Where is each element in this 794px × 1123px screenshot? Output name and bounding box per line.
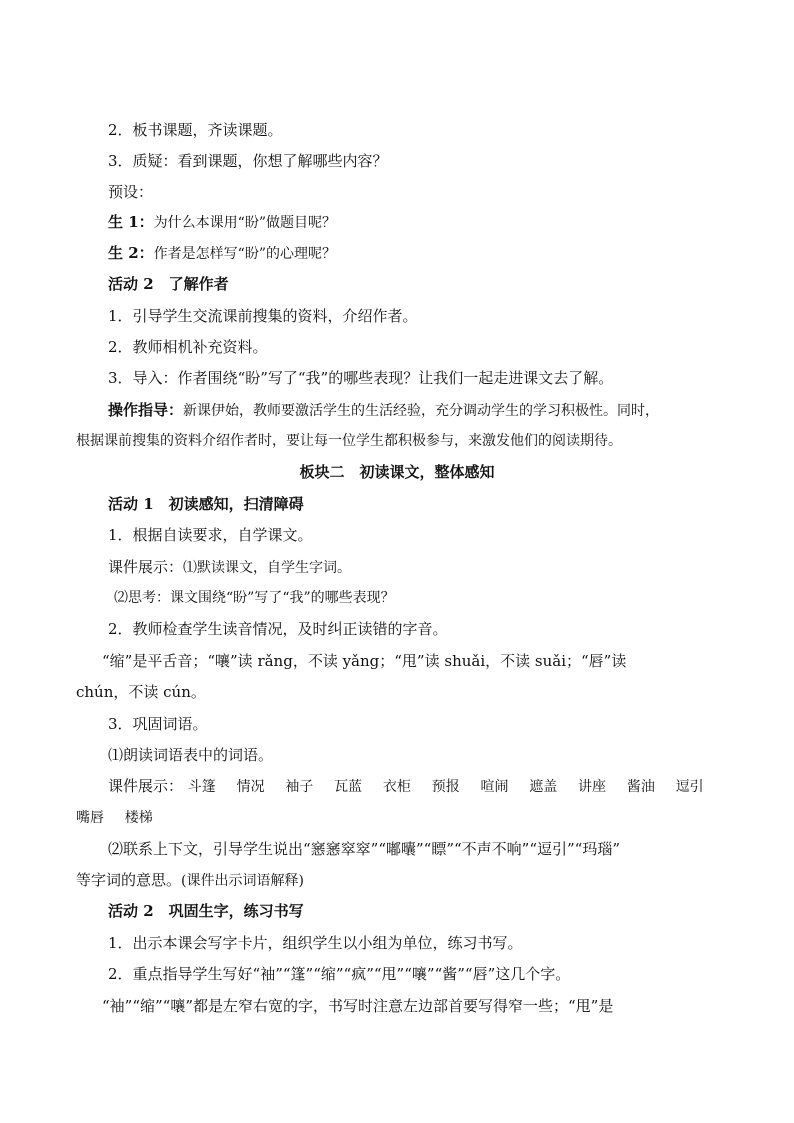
vocab-word: 衣柜 bbox=[382, 779, 411, 795]
text-line bbox=[108, 367, 718, 389]
text-line bbox=[108, 242, 718, 265]
vocab-word: 逗引 bbox=[675, 779, 704, 795]
text-line: “缩”是平舌音；“嚷”读 rǎng，不读 yǎng；“甩”读 shuǎi，不读 suǎi；“唇”读 bbox=[102, 652, 627, 670]
label: 课件展示： bbox=[108, 777, 184, 795]
label: 课件展示： bbox=[108, 558, 184, 576]
text-line: “袖”“缩”“嚷”都是左窄右宽的字，书写时注意左边部首要写得窄一些；“甩”是 bbox=[102, 997, 614, 1015]
vocab-word: 情况 bbox=[236, 779, 265, 795]
text-line: 1．引导学生交流课前搜集的资料，介绍作者。 bbox=[108, 307, 418, 325]
vocab-word: 遮盖 bbox=[529, 779, 558, 795]
text: 新课伊始，教师要激活学生的生活经验，充分调动学生的学习积极性。同时， bbox=[183, 403, 660, 419]
text-line: 根据课前搜集的资料介绍作者时，要让每一位学生都积极参与，来激发他们的阅读期待。 bbox=[76, 433, 622, 449]
vocab-word: 酱油 bbox=[626, 779, 655, 795]
text: 作者是怎样写“盼”的心理呢？ bbox=[153, 246, 336, 262]
text-line: 1．出示本课会写字卡片，组织学生以小组为单位，练习书写。 bbox=[108, 934, 523, 952]
text-line bbox=[76, 869, 718, 892]
text-line: 预设： bbox=[108, 183, 154, 201]
vocab-line bbox=[76, 806, 718, 829]
text-line: 2．教师相机补充资料。 bbox=[108, 338, 268, 356]
text-line bbox=[108, 150, 718, 172]
text: 作者围绕“盼”写了“我”的哪些表现？让我们一起走进课文去了解。 bbox=[177, 369, 614, 387]
text: (课件出示词语解释) bbox=[181, 873, 304, 889]
text: ⑴默读课文，自学生字词。 bbox=[183, 560, 352, 576]
text-line: chún，不读 cún。 bbox=[76, 683, 206, 701]
vocab-word: 预报 bbox=[431, 779, 460, 795]
text-line bbox=[108, 399, 718, 422]
activity-heading: 活动 2 了解作者 bbox=[108, 275, 229, 293]
activity-heading: 活动 2 巩固生字，练习书写 bbox=[108, 902, 304, 920]
text: 看到课题，你想了解哪些内容？ bbox=[177, 152, 388, 170]
vocab-word: 讲座 bbox=[578, 779, 607, 795]
vocab-word: 嘴唇 bbox=[76, 810, 104, 826]
vocab-word: 瓦蓝 bbox=[334, 779, 363, 795]
label: 3．导入： bbox=[108, 369, 178, 387]
text-line: ⑵思考：课文围绕“盼”写了“我”的哪些表现？ bbox=[114, 590, 395, 606]
guidance-label: 操作指导： bbox=[108, 401, 184, 419]
vocab-word: 斗篷 bbox=[187, 779, 216, 795]
speaker-label: 生 1： bbox=[108, 213, 154, 231]
text-line: 1．根据自读要求，自学课文。 bbox=[108, 526, 313, 544]
text-line: ⑴朗读词语表中的词语。 bbox=[108, 746, 274, 764]
text-line: 2．教师检查学生读音情况，及时纠正读错的字音。 bbox=[108, 620, 448, 638]
text: 为什么本课用“盼”做题目呢？ bbox=[153, 215, 336, 231]
text-line bbox=[108, 556, 718, 579]
vocab-word: 喧闹 bbox=[480, 779, 509, 795]
speaker-label: 生 2： bbox=[108, 244, 154, 262]
label: 3．质疑： bbox=[108, 152, 178, 170]
text-line bbox=[108, 211, 718, 234]
vocab-word: 袖子 bbox=[285, 779, 314, 795]
text-line: ⑵联系上下文，引导学生说出“窸窸窣窣”“嘟囔”“瞟”“不声不响”“逗引”“玛瑙” bbox=[108, 840, 621, 858]
section-title: 板块二 初读课文，整体感知 bbox=[299, 463, 495, 481]
text-line: 2．重点指导学生写好“袖”“篷”“缩”“疯”“甩”“嚷”“酱”“唇”这几个字。 bbox=[108, 965, 571, 983]
activity-heading: 活动 1 初读感知，扫清障碍 bbox=[108, 495, 304, 513]
vocab-line bbox=[108, 775, 718, 798]
text-line: 2．板书课题，齐读课题。 bbox=[108, 121, 283, 139]
text-line: 3．巩固词语。 bbox=[108, 715, 208, 733]
vocab-word: 楼梯 bbox=[124, 810, 153, 826]
text: 等字词的意思。 bbox=[76, 871, 182, 889]
